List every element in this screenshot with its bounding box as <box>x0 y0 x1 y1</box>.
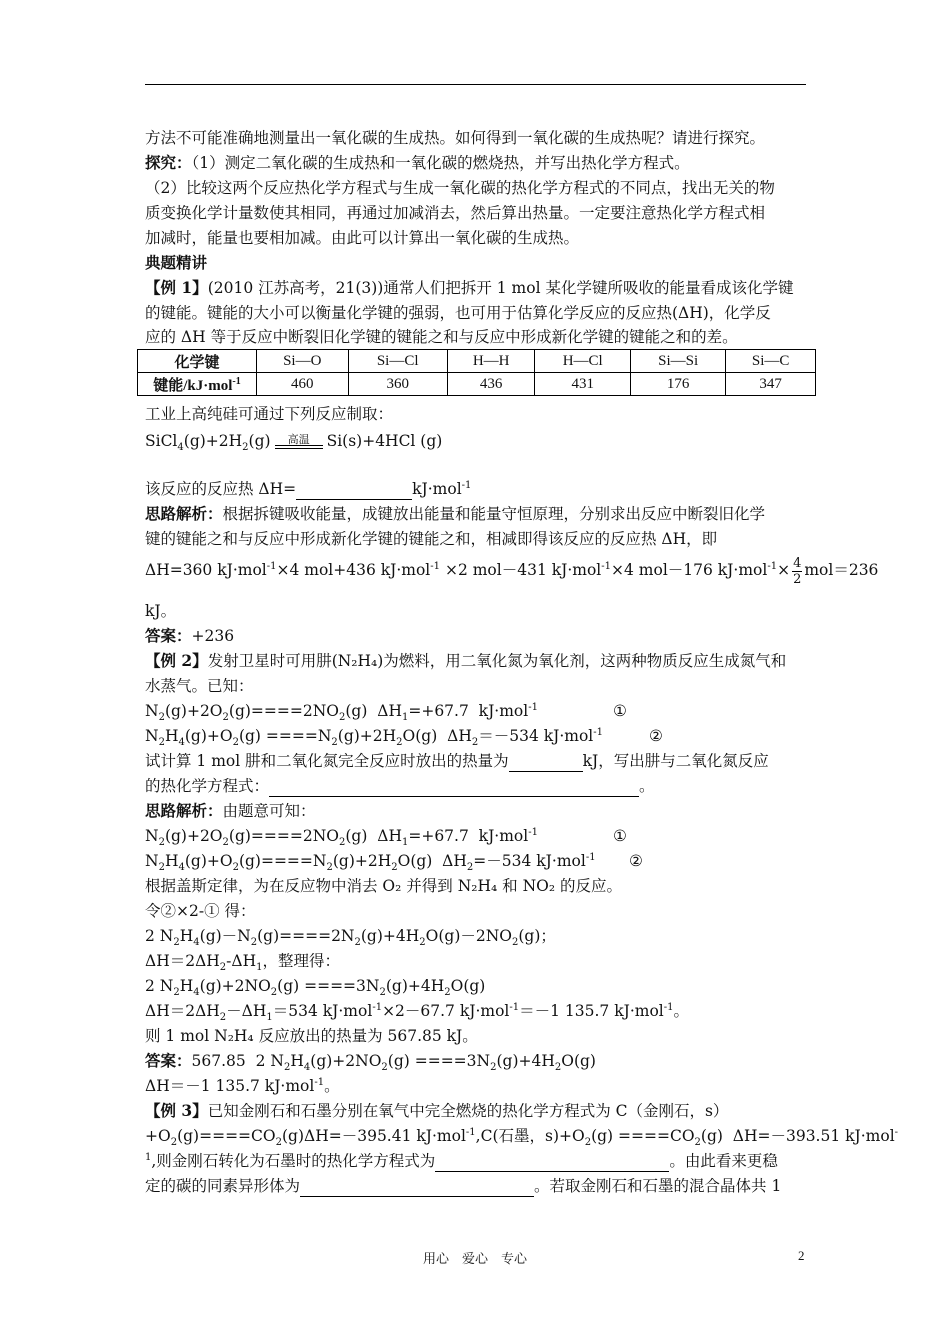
question: 该反应的反应热 ΔH= kJ·mol$^{-1}$ <box>145 479 472 498</box>
paragraph: 键的键能之和与反应中形成新化学键的键能之和，相减即得该反应的反应热 ΔH，即 <box>145 530 718 548</box>
equation: $+O_2(g)====CO_2(g)\Delta H=-395.41$ kJ·mol$^{-1}$,C(石墨，$s)+O_2(g) ====CO_2(g)$ ΔH=－393.51 kJ·mol- <box>145 1126 899 1149</box>
table-cell: 460 <box>257 373 349 396</box>
paragraph: 令②×2-① 得： <box>145 902 256 920</box>
equation: 2 $N_2H_4(g)+2NO_2(g) ====3N_2(g)+4H_2O(g)$ <box>145 977 486 999</box>
equation: $\Delta H=2\Delta H_2-\Delta H_1$，整理得： <box>145 952 341 974</box>
table-cell: 360 <box>348 373 447 396</box>
paragraph: 质变换化学计量数使其相同，再通过加减消去，然后算出热量。一定要注意热化学方程式相 <box>145 204 766 222</box>
equation: ΔH=360 kJ·mol$^{-1}$×4 mol+436 kJ·mol$^{-1}$ ×2 mol－431 kJ·mol$^{-1}$×4 mol－176 kJ·mol$^{-1}$× $\frac{4}{2}$ mol＝236 <box>145 555 879 587</box>
paragraph: （2）比较这两个反应热化学方程式与生成一氧化碳的热化学方程式的不同点，找出无关的物 <box>145 179 775 197</box>
table-cell: 431 <box>535 373 630 396</box>
example-1: 【例 1】(2010 江苏高考，21(3))通常人们把拆开 1 mol 某化学键所吸收的能量看成该化学键 <box>145 278 794 297</box>
paragraph: kJ。 <box>145 602 177 620</box>
table-cell: 436 <box>447 373 535 396</box>
paragraph: 加减时，能量也要相加减。由此可以计算出一氧化碳的生成热。 <box>145 229 580 247</box>
table-cell: 176 <box>630 373 725 396</box>
footer-motto: 用心 爱心 专心 <box>422 1252 527 1267</box>
paragraph: 工业上高纯硅可通过下列反应制取： <box>145 405 394 423</box>
equation: $N_2H_4(g)+O_2(g)====N_2(g)+2H_2O(g)$ $\Delta H_2=-534$ kJ·mol$^{-1}$ ② <box>145 851 643 874</box>
page-number: 2 <box>798 1248 805 1263</box>
example-3: 【例 3】已知金刚石和石墨分别在氧气中完全燃烧的热化学方程式为 C（金刚石，s） <box>145 1101 729 1120</box>
paragraph: 则 1 mol N₂H₄ 反应放出的热量为 567.85 kJ。 <box>145 1027 478 1045</box>
paragraph: 应的 ΔH 等于反应中断裂旧化学键的键能之和与反应中形成新化学键的键能之和的差。 <box>145 328 738 346</box>
table-header: 化学键 <box>138 350 257 373</box>
table-cell: Si—C <box>726 350 816 373</box>
bond-energy-table <box>137 349 816 396</box>
paragraph: 的键能。键能的大小可以衡量化学键的强弱，也可用于估算化学反应的反应热(ΔH)，化学反 <box>145 304 771 322</box>
question: 的热化学方程式： 。 <box>145 777 655 795</box>
answer: ΔH＝－1 135.7 kJ·mol$^{-1}$。 <box>145 1076 340 1095</box>
table-cell: H—Cl <box>535 350 630 373</box>
equation: $N_2H_4(g)+O_2(g) ====N_2(g)+2H_2O(g)$ $\Delta H_2=-534$ kJ·mol$^{-1}$ ② <box>145 726 663 749</box>
answer: 答案：567.85 2 $N_2H_4(g)+2NO_2(g) ====3N_2(g)+4H_2O(g)$ <box>145 1051 596 1074</box>
question: 定的碳的同素异形体为 。若取金刚石和石墨的混合晶体共 1 <box>145 1177 782 1195</box>
paragraph: 根据盖斯定律，为在反应物中消去 O₂ 并得到 N₂H₄ 和 NO₂ 的反应。 <box>145 877 622 895</box>
table-row <box>138 373 816 396</box>
section-title: 典题精讲 <box>145 253 208 272</box>
equation: $N_2(g)+2O_2(g)====2NO_2(g)$ $\Delta H_1=+67.7$ kJ·mol$^{-1}$ ① <box>145 701 627 724</box>
table-cell: Si—O <box>257 350 349 373</box>
example-2: 【例 2】发射卫星时可用肼(N₂H₄)为燃料，用二氧化氮为氧化剂，这两种物质反应生成氮气和 <box>145 651 787 670</box>
table-header: 键能/kJ·mol$^{-1}$ <box>138 373 257 396</box>
question: 试计算 1 mol 肼和二氧化氮完全反应时放出的热量为 kJ，写出肼与二氧化氮反应 <box>145 752 769 770</box>
paragraph: 方法不可能准确地测量出一氧化碳的生成热。如何得到一氧化碳的生成热呢？请进行探究。 <box>145 129 766 147</box>
analysis: 思路解析：由题意可知： <box>145 801 316 820</box>
equation: 2 $N_2H_4(g)-N_2(g)====2N_2(g)+4H_2O(g)-2NO_2(g)$； <box>145 927 556 949</box>
table-cell: 347 <box>726 373 816 396</box>
table-cell: Si—Si <box>630 350 725 373</box>
equation: $SiCl_4(g)+2H_2(g)$ 高温 Si(s)+4HCl (g) <box>145 432 443 454</box>
table-cell: H—H <box>447 350 535 373</box>
header-rule <box>145 84 806 85</box>
paragraph: 探究：（1）测定二氧化碳的生成热和一氧化碳的燃烧热，并写出热化学方程式。 <box>145 153 690 172</box>
question: $^1$,则金刚石转化为石墨时的热化学方程式为 。由此看来更稳 <box>145 1151 778 1170</box>
analysis: 思路解析：根据拆键吸收能量，成键放出能量和能量守恒原理，分别求出反应中断裂旧化学 <box>145 504 766 523</box>
paragraph: 水蒸气。已知： <box>145 677 254 695</box>
equation: $N_2(g)+2O_2(g)====2NO_2(g)$ $\Delta H_1=+67.7$ kJ·mol$^{-1}$ ① <box>145 826 627 849</box>
table-cell: Si—Cl <box>348 350 447 373</box>
answer: 答案：+236 <box>145 626 235 645</box>
condition-label: 高温 <box>275 430 323 452</box>
table-row <box>138 350 816 373</box>
fraction: $\frac{4}{2}$ <box>793 555 802 587</box>
equation: $\Delta H=2\Delta H_2-\Delta H_1=534$ kJ·mol$^{-1}$×2－67.7 kJ·mol$^{-1}$＝－1 135.7 kJ·mol$^{-1}$。 <box>145 1001 689 1024</box>
